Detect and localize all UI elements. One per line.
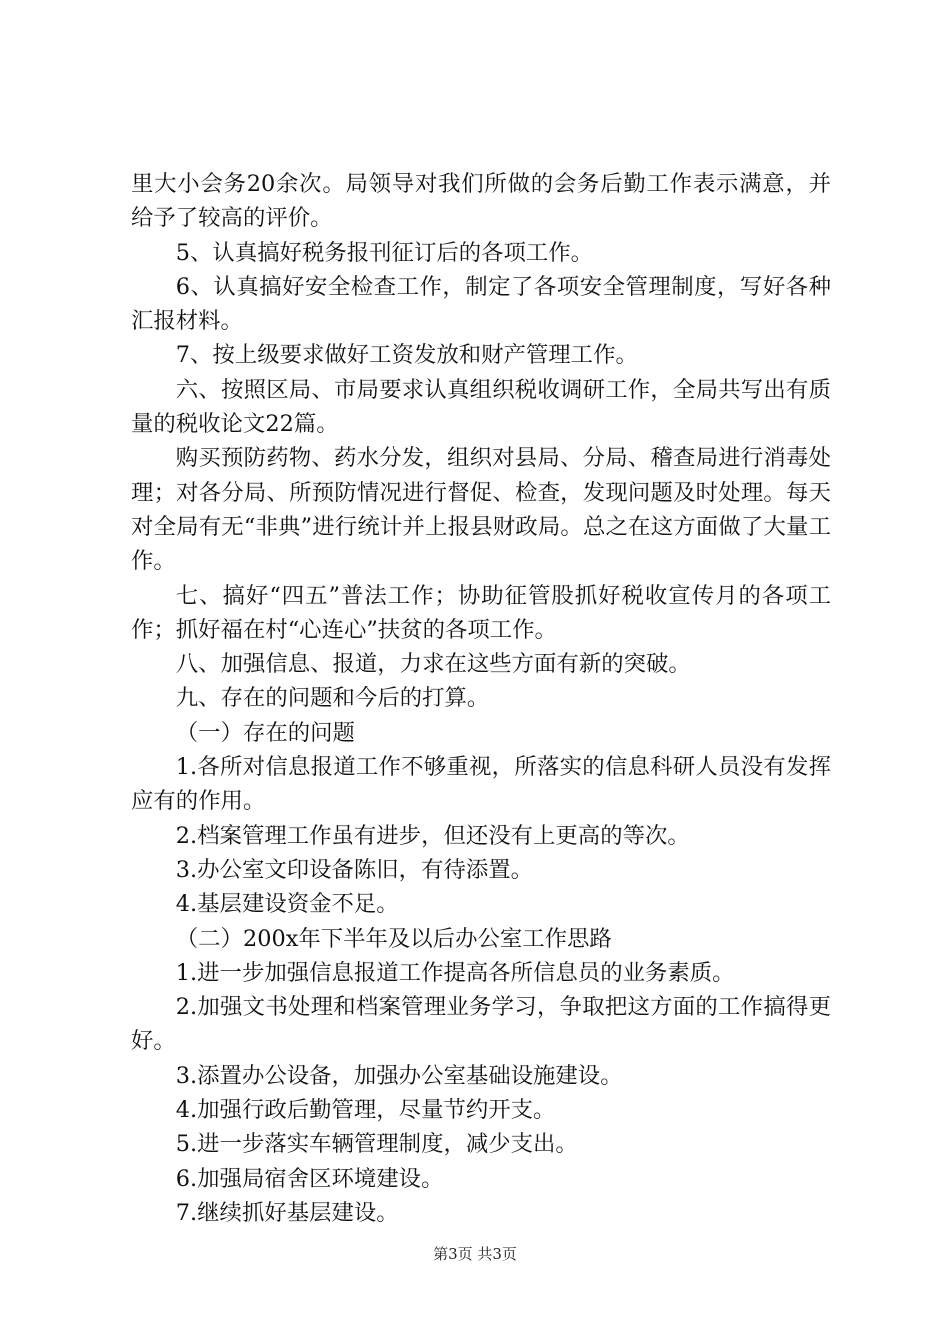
list-item: 3.添置办公设备，加强办公室基础设施建设。: [175, 1062, 623, 1089]
paragraph: 六、按照区局、市局要求认真组织税收调研工作，全局共写出有质量的税收论文22篇。: [131, 376, 831, 438]
paragraph: 7、按上级要求做好工资发放和财产管理工作。: [175, 342, 638, 369]
paragraph: 6、认真搞好安全检查工作，制定了各项安全管理制度，写好各种汇报材料。: [131, 273, 831, 335]
list-item: 2.加强文书处理和档案管理业务学习，争取把这方面的工作搞得更好。: [131, 994, 831, 1055]
section-heading: 九、存在的问题和今后的打算。: [175, 685, 490, 712]
list-item: 3.办公室文印设备陈旧，有待添置。: [175, 856, 534, 883]
subsection-heading: （一）存在的问题: [175, 719, 355, 746]
paragraph: 5、认真搞好税务报刊征订后的各项工作。: [175, 239, 594, 266]
page-footer: 第3页 共3页: [433, 1245, 517, 1263]
subsection-heading: （二）200x年下半年及以后办公室工作思路: [175, 925, 612, 952]
list-item: 1.各所对信息报道工作不够重视，所落实的信息科研人员没有发挥应有的作用。: [131, 754, 831, 815]
paragraph: 购买预防药物、药水分发，组织对县局、分局、稽查局进行消毒处理；对各分局、所预防情况进行督促、检查，发现问题及时处理。每天对全局有无“非典”进行统计并上报县财政局。总之在这方面做了大量工作。: [131, 445, 831, 575]
paragraph: 七、搞好“四五”普法工作；协助征管股抓好税收宣传月的各项工作；抓好福在村“心连心”扶贫的各项工作。: [131, 582, 831, 643]
list-item: 6.加强局宿舍区环境建设。: [175, 1165, 444, 1192]
paragraph: 里大小会务20余次。局领导对我们所做的会务后勤工作表示满意，并给予了较高的评价。: [131, 171, 831, 232]
list-item: 5.进一步落实车辆管理制度，减少支出。: [175, 1131, 578, 1158]
list-item: 7.继续抓好基层建设。: [175, 1199, 399, 1226]
list-item: 4.加强行政后勤管理，尽量节约开支。: [175, 1097, 556, 1124]
list-item: 2.档案管理工作虽有进步，但还没有上更高的等次。: [175, 822, 690, 849]
paragraph: 八、加强信息、报道，力求在这些方面有新的突破。: [175, 651, 691, 678]
document-body: [131, 167, 831, 1230]
list-item: 4.基层建设资金不足。: [175, 891, 399, 918]
list-item: 1.进一步加强信息报道工作提高各所信息员的业务素质。: [175, 959, 735, 986]
